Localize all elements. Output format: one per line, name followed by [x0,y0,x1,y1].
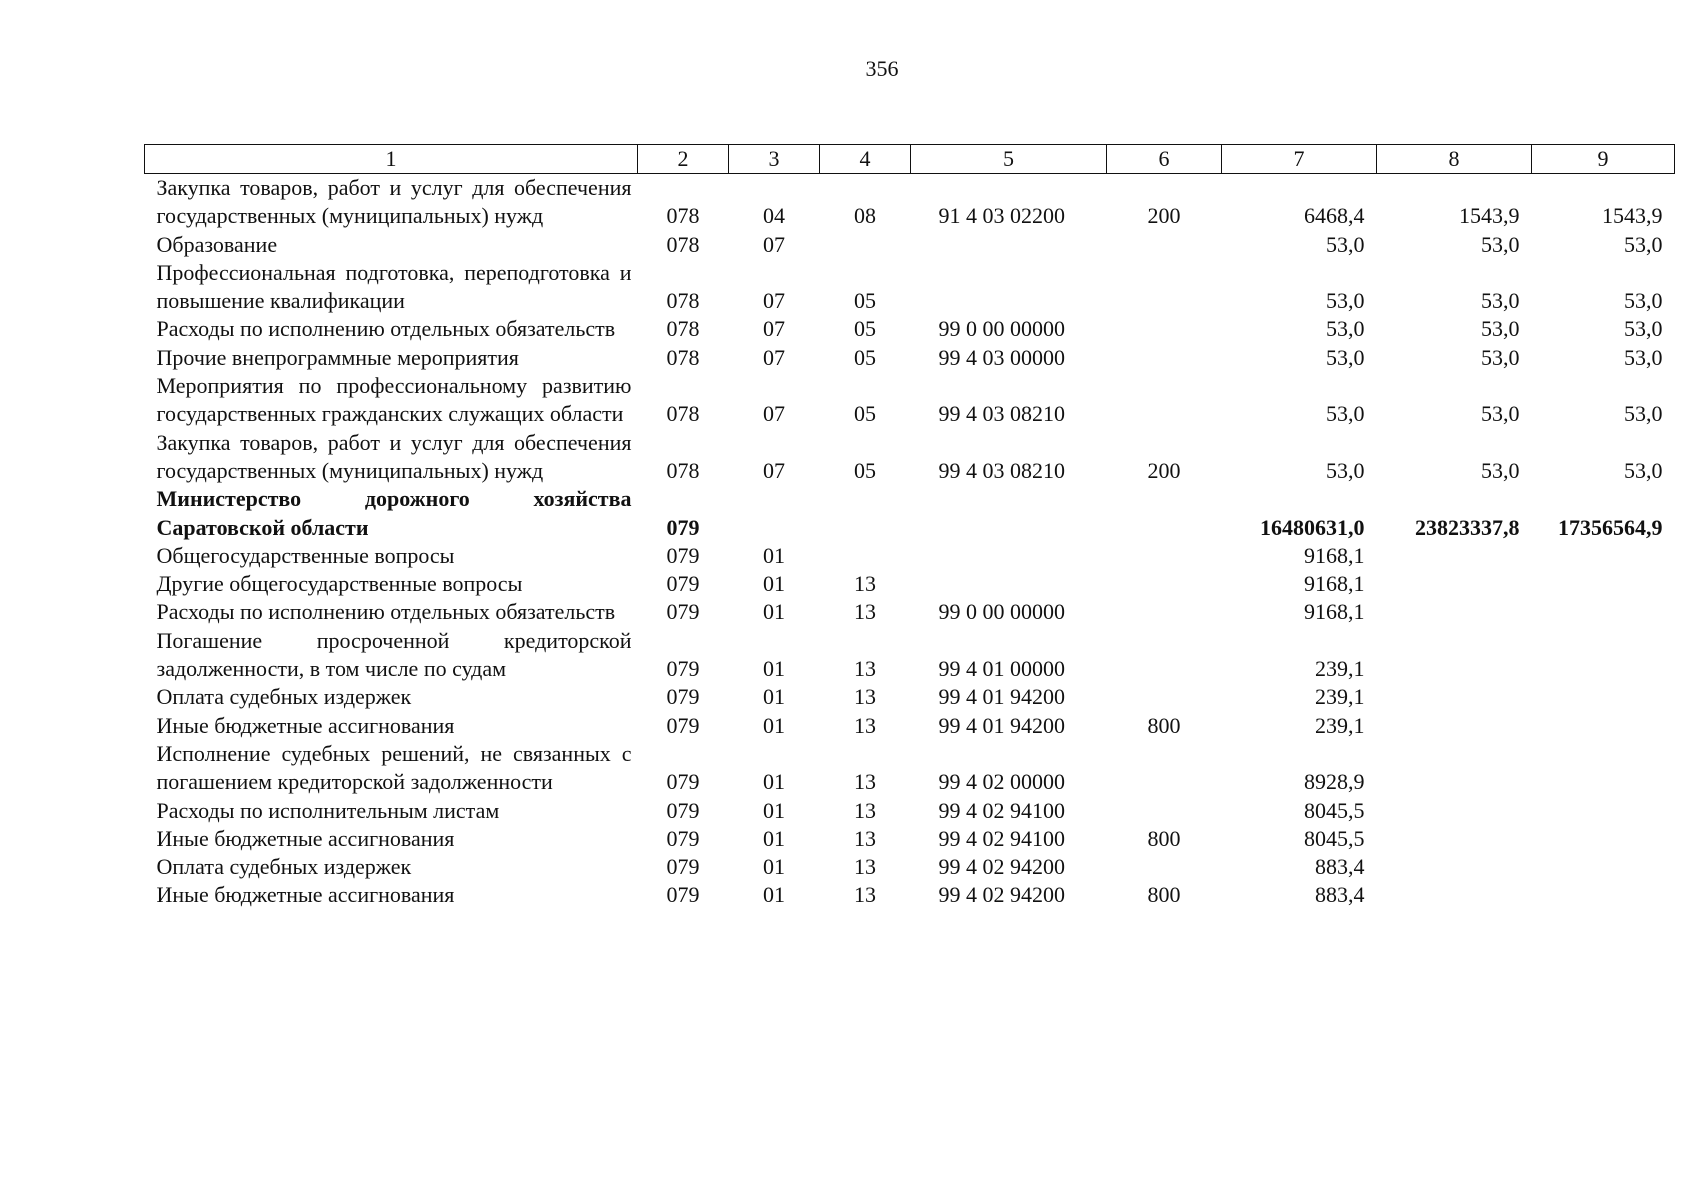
row-name-cell: Иные бюджетные ассигнования [156,882,455,908]
table-row [145,570,1675,598]
row-value-7-cell: 883,4 [1315,854,1365,880]
header-col-7: 7 [1222,145,1377,174]
row-value-8-cell: 53,0 [1481,288,1520,314]
row-value-7-cell: 53,0 [1326,231,1365,257]
row-code-6-cell [1107,598,1222,626]
row-value-7-cell: 8928,9 [1304,769,1365,795]
table-row [145,344,1675,372]
table-body [145,174,1675,910]
table-row [145,429,1675,486]
row-code-5-cell [911,542,1107,570]
row-code-5-cell: 99 4 01 94200 [938,712,1065,738]
row-value-8-cell [1377,542,1532,570]
row-code-5-cell: 99 4 01 94200 [938,684,1065,710]
table-row [145,542,1675,570]
row-code-6-cell [1107,315,1222,343]
row-value-8-cell [1377,853,1532,881]
row-code-6-cell: 200 [1147,203,1181,229]
row-code-5-cell: 99 4 02 94200 [938,854,1065,880]
row-code-4-cell: 13 [854,684,876,710]
table-row [145,881,1675,909]
row-value-8-cell: 53,0 [1481,344,1520,370]
row-code-6-cell [1107,570,1222,598]
row-name-cell: Расходы по исполнительным листам [156,797,500,823]
row-code-3-cell: 01 [763,542,785,568]
row-code-3-cell: 01 [763,769,785,795]
table-row [145,259,1675,316]
row-value-9-cell: 17356564,9 [1558,514,1663,540]
row-code-3-cell: 07 [763,288,785,314]
row-name-cell: Расходы по исполнению отдельных обязательств [156,599,616,625]
row-code-4-cell: 13 [854,825,876,851]
table-row [145,315,1675,343]
row-code-2-cell: 078 [666,288,700,314]
row-value-7-cell: 53,0 [1326,344,1365,370]
row-value-9-cell [1532,683,1675,711]
budget-table [144,144,1675,910]
row-value-7-cell: 6468,4 [1304,203,1365,229]
row-code-3-cell: 07 [763,316,785,342]
row-code-2-cell: 079 [666,854,700,880]
row-code-2-cell: 079 [666,769,700,795]
table-row [145,740,1675,797]
row-value-9-cell [1532,570,1675,598]
row-value-7-cell: 53,0 [1326,288,1365,314]
row-code-4-cell: 05 [854,344,876,370]
row-name-cell: Образование [156,231,278,257]
row-value-9-cell: 53,0 [1624,344,1663,370]
header-col-5: 5 [911,145,1107,174]
row-code-6-cell: 800 [1147,712,1181,738]
row-value-9-cell: 53,0 [1624,401,1663,427]
row-name-cell: Оплата судебных издержек [156,854,412,880]
row-code-4-cell: 13 [854,882,876,908]
header-col-6: 6 [1107,145,1222,174]
row-name-cell: Иные бюджетные ассигнования [156,712,455,738]
row-code-5-cell: 99 4 02 94100 [938,825,1065,851]
row-code-2-cell: 079 [666,514,700,540]
row-name-cell: Исполнение судебных решений, не связанных с погашением кредиторской задолженности [156,740,632,795]
row-code-3-cell: 01 [763,882,785,908]
header-col-9: 9 [1532,145,1675,174]
row-code-4-cell: 13 [854,656,876,682]
header-col-3: 3 [729,145,820,174]
row-code-5-cell [911,231,1107,259]
header-col-4: 4 [820,145,911,174]
row-code-5-cell [911,485,1107,542]
row-code-5-cell: 99 0 00 00000 [938,316,1065,342]
row-code-5-cell: 99 4 02 00000 [938,769,1065,795]
row-code-2-cell: 079 [666,825,700,851]
row-code-4-cell: 13 [854,797,876,823]
row-code-2-cell: 079 [666,712,700,738]
row-name-cell: Закупка товаров, работ и услуг для обеспечения государственных (муниципальных) нужд [156,429,632,483]
row-value-7-cell: 8045,5 [1304,825,1365,851]
row-code-4-cell [820,485,911,542]
header-col-8: 8 [1377,145,1532,174]
row-code-4-cell [820,542,911,570]
row-code-6-cell: 800 [1147,825,1181,851]
row-code-3-cell: 01 [763,825,785,851]
row-value-8-cell [1377,712,1532,740]
row-code-5-cell: 99 4 02 94200 [938,882,1065,908]
row-code-2-cell: 079 [666,571,700,597]
row-name-cell: Профессиональная подготовка, переподготовка и повышение квалификации [156,259,632,314]
row-code-3-cell [729,485,820,542]
row-value-9-cell [1532,825,1675,853]
row-code-2-cell: 078 [666,457,700,483]
budget-table-container [144,144,1674,910]
row-code-6-cell [1107,627,1222,684]
row-code-6-cell [1107,740,1222,797]
row-value-7-cell: 9168,1 [1304,571,1365,597]
row-value-9-cell [1532,712,1675,740]
row-code-2-cell: 079 [666,882,700,908]
row-value-7-cell: 53,0 [1326,401,1365,427]
row-code-5-cell: 99 4 03 08210 [938,401,1065,427]
row-name-cell: Расходы по исполнению отдельных обязательств [156,316,616,342]
row-value-8-cell [1377,797,1532,825]
row-code-3-cell: 01 [763,656,785,682]
row-code-6-cell [1107,683,1222,711]
row-code-6-cell [1107,231,1222,259]
row-code-6-cell [1107,259,1222,316]
row-code-4-cell: 13 [854,571,876,597]
row-name-cell: Другие общегосударственные вопросы [156,571,523,597]
row-code-2-cell: 079 [666,684,700,710]
row-value-7-cell: 883,4 [1315,882,1365,908]
row-code-3-cell: 01 [763,712,785,738]
row-code-5-cell: 99 0 00 00000 [938,599,1065,625]
row-value-9-cell [1532,881,1675,909]
row-code-3-cell: 07 [763,401,785,427]
row-code-3-cell: 04 [763,203,785,229]
row-value-9-cell [1532,542,1675,570]
row-name-cell: Погашение просроченной кредиторской задолженности, в том числе по судам [156,627,632,682]
row-value-8-cell [1377,627,1532,684]
row-code-6-cell [1107,372,1222,429]
row-code-3-cell: 01 [763,684,785,710]
row-name-cell: Прочие внепрограммные мероприятия [156,344,519,370]
row-name-cell: Иные бюджетные ассигнования [156,825,455,851]
row-value-9-cell [1532,740,1675,797]
table-row [145,485,1675,542]
row-value-9-cell [1532,598,1675,626]
row-code-5-cell: 99 4 03 08210 [938,457,1065,483]
row-value-8-cell [1377,598,1532,626]
row-code-2-cell: 078 [666,316,700,342]
header-row [145,145,1675,174]
row-code-4-cell: 05 [854,401,876,427]
table-row [145,797,1675,825]
row-code-5-cell: 99 4 03 00000 [938,344,1065,370]
row-code-4-cell: 05 [854,288,876,314]
row-value-7-cell: 8045,5 [1304,797,1365,823]
row-code-3-cell: 01 [763,854,785,880]
row-code-2-cell: 078 [666,344,700,370]
row-value-9-cell: 1543,9 [1602,203,1663,229]
row-value-7-cell: 239,1 [1315,712,1365,738]
row-code-5-cell: 99 4 01 00000 [938,656,1065,682]
row-value-8-cell: 53,0 [1481,457,1520,483]
row-code-3-cell: 01 [763,797,785,823]
page-number: 356 [865,56,899,81]
row-value-8-cell [1377,683,1532,711]
row-value-8-cell: 53,0 [1481,231,1520,257]
row-code-3-cell: 07 [763,457,785,483]
row-value-7-cell: 9168,1 [1304,599,1365,625]
row-value-9-cell: 53,0 [1624,231,1663,257]
table-row [145,712,1675,740]
row-value-7-cell: 16480631,0 [1260,514,1365,540]
header-col-1: 1 [145,145,638,174]
table-row [145,372,1675,429]
row-code-6-cell [1107,344,1222,372]
row-value-9-cell [1532,797,1675,825]
row-value-8-cell: 53,0 [1481,316,1520,342]
row-value-8-cell [1377,881,1532,909]
row-code-4-cell: 05 [854,457,876,483]
row-code-2-cell: 079 [666,599,700,625]
row-code-2-cell: 078 [666,401,700,427]
row-name-cell: Оплата судебных издержек [156,684,412,710]
row-code-5-cell [911,570,1107,598]
row-code-2-cell: 079 [666,797,700,823]
row-code-2-cell: 078 [666,231,700,257]
row-code-3-cell: 01 [763,571,785,597]
row-value-9-cell: 53,0 [1624,316,1663,342]
row-code-3-cell: 07 [763,344,785,370]
row-code-6-cell [1107,485,1222,542]
row-value-8-cell: 23823337,8 [1415,514,1520,540]
row-code-2-cell: 079 [666,656,700,682]
table-row [145,174,1675,231]
row-value-7-cell: 53,0 [1326,316,1365,342]
row-code-4-cell: 13 [854,712,876,738]
row-value-9-cell: 53,0 [1624,457,1663,483]
table-row [145,231,1675,259]
row-code-4-cell: 08 [854,203,876,229]
row-code-6-cell [1107,542,1222,570]
row-value-8-cell [1377,570,1532,598]
row-code-5-cell: 99 4 02 94100 [938,797,1065,823]
row-code-4-cell: 05 [854,316,876,342]
row-code-6-cell: 200 [1147,457,1181,483]
row-code-4-cell [820,231,911,259]
row-code-4-cell: 13 [854,854,876,880]
row-value-9-cell [1532,853,1675,881]
row-name-cell: Мероприятия по профессиональному развитию государственных гражданских служащих области [156,373,632,427]
row-name-cell: Общегосударственные вопросы [156,542,455,568]
row-code-2-cell: 079 [666,542,700,568]
table-row [145,627,1675,684]
row-code-2-cell: 078 [666,203,700,229]
row-name-cell: Закупка товаров, работ и услуг для обеспечения государственных (муниципальных) нужд [156,175,632,229]
row-code-3-cell: 07 [763,231,785,257]
row-name-cell: Министерство дорожного хозяйства Саратовской области [156,486,632,540]
table-row [145,683,1675,711]
row-value-8-cell [1377,740,1532,797]
row-value-8-cell [1377,825,1532,853]
row-code-4-cell: 13 [854,769,876,795]
row-value-7-cell: 239,1 [1315,656,1365,682]
row-code-4-cell: 13 [854,599,876,625]
row-value-8-cell: 1543,9 [1459,203,1520,229]
row-code-5-cell: 91 4 03 02200 [938,203,1065,229]
row-value-9-cell: 53,0 [1624,288,1663,314]
row-value-7-cell: 9168,1 [1304,542,1365,568]
table-row [145,598,1675,626]
table-row [145,853,1675,881]
header-col-2: 2 [638,145,729,174]
row-value-7-cell: 239,1 [1315,684,1365,710]
table-header [145,145,1675,174]
row-code-3-cell: 01 [763,599,785,625]
row-code-6-cell [1107,853,1222,881]
row-code-6-cell: 800 [1147,882,1181,908]
row-value-9-cell [1532,627,1675,684]
table-row [145,825,1675,853]
row-code-6-cell [1107,797,1222,825]
row-value-8-cell: 53,0 [1481,401,1520,427]
row-code-5-cell [911,259,1107,316]
row-value-7-cell: 53,0 [1326,457,1365,483]
